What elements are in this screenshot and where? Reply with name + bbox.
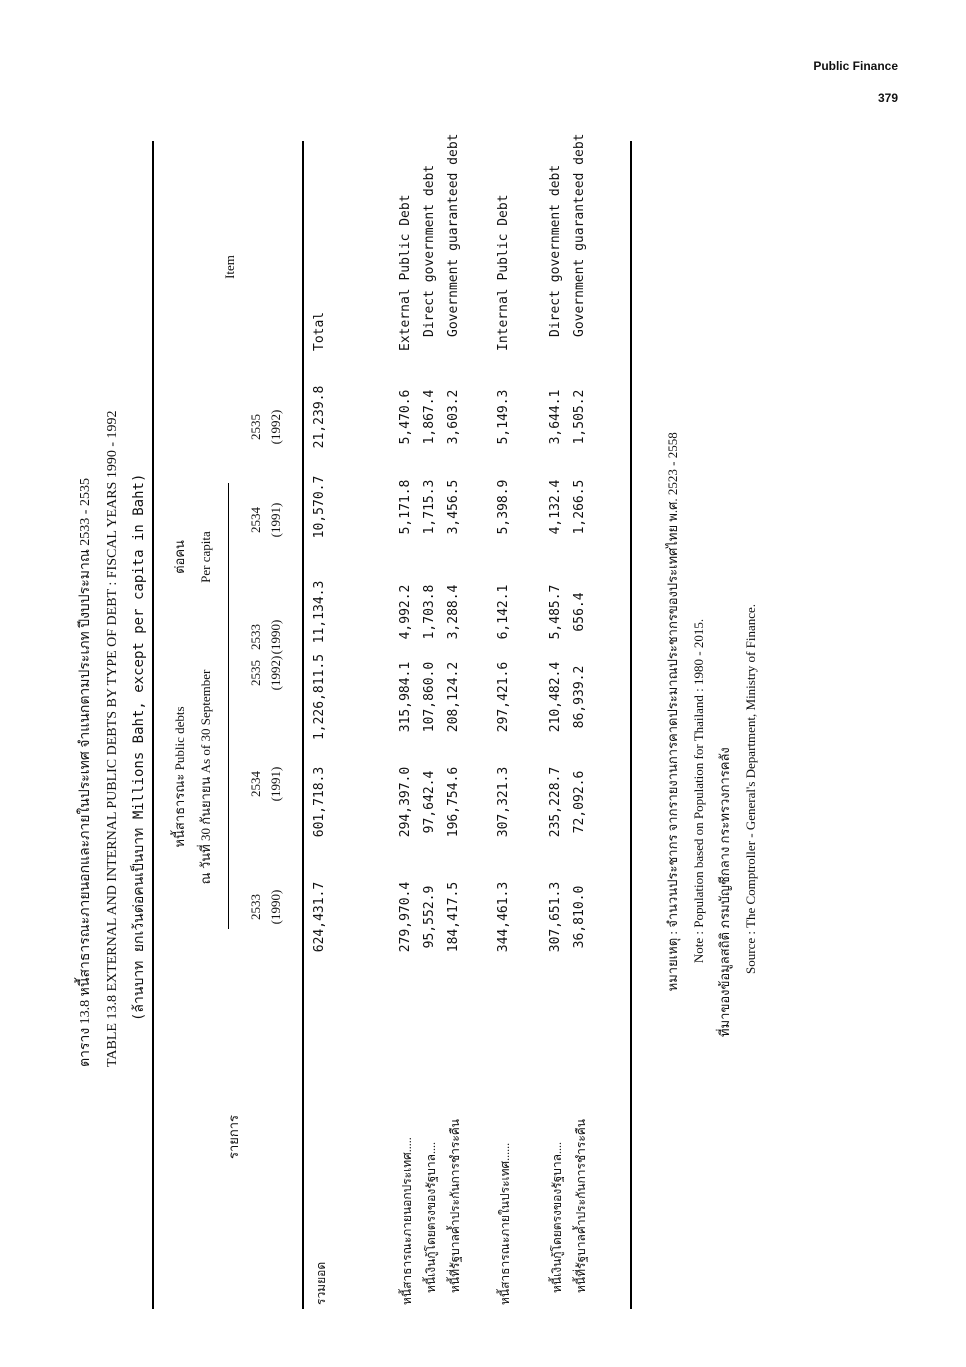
row-label-thai: หนี้เงินกู้โดยตรงของรัฐบาล.... [550, 1142, 564, 1293]
year-col-5 [246, 480, 286, 560]
bottom-rule [630, 141, 632, 1309]
cell-value: 3,644.1 [548, 389, 563, 445]
year-col-4 [246, 597, 286, 677]
per-capita-header-en: Per capita [198, 531, 213, 583]
year-ad: (1991) [268, 502, 283, 538]
cell-value: 10,570.7 [312, 475, 327, 539]
note-label: Note : [691, 931, 706, 964]
cell-value: 307,321.3 [496, 766, 511, 838]
cell-value: 5,171.8 [398, 479, 413, 535]
cell-value: 6,142.1 [496, 584, 511, 640]
note-label: Source : [743, 931, 758, 974]
note-line [738, 432, 764, 1037]
cell-value: 1,226,811.5 [312, 653, 327, 741]
cell-value: 86,939.2 [572, 665, 587, 729]
item-header-en: Item [222, 255, 237, 279]
title-english: TABLE 13.8 EXTERNAL AND INTERNAL PUBLIC DEBTS BY TYPE OF DEBT : FISCAL YEARS 1990 - 1992 [105, 410, 120, 1067]
note-text: กรมบัญชีกลาง กระทรวงการคลัง [717, 747, 732, 928]
cell-value: 36,810.0 [572, 885, 587, 949]
cell-value: 344,461.3 [496, 881, 511, 953]
year-ad: (1992) [268, 409, 283, 445]
notes-block [660, 432, 764, 1037]
cell-value: 307,651.3 [548, 881, 563, 953]
cell-value: 601,718.3 [312, 766, 327, 838]
row-label-thai: หนี้สาธารณะภายในประเทศ...... [498, 1142, 512, 1305]
year-col-6 [246, 387, 286, 467]
cell-value: 4,992.2 [398, 584, 413, 640]
note-text: จำนวนประชากร จากรายงานการคาดประมาณประชากรของประเทศไทย พ.ศ. 2523 - 2558 [665, 432, 680, 928]
public-debts-underline [228, 483, 229, 929]
cell-value: 210,482.4 [548, 661, 563, 733]
note-text: The Comptroller - General's Department, Ministry of Finance. [743, 603, 758, 928]
table-title [72, 247, 153, 1067]
cell-value: 1,715.3 [422, 479, 437, 535]
row-label-thai: หนี้สาธารณะภายนอกประเทศ..... [400, 1137, 414, 1305]
page-number: 379 [877, 91, 898, 105]
year-be: 2535 [248, 414, 263, 440]
year-ad: (1990) [268, 619, 283, 655]
row-label-thai: หนี้ที่รัฐบาลค้ำประกันการชำระคืน [448, 1119, 462, 1293]
cell-value: 1,703.8 [422, 584, 437, 640]
running-head-title: Public Finance [813, 59, 898, 73]
year-ad: (1990) [268, 889, 283, 925]
row-label-thai: รวมยอด [314, 1261, 328, 1305]
cell-value: 208,124.2 [446, 661, 461, 733]
cell-value: 297,421.6 [496, 661, 511, 733]
cell-value: 95,552.9 [422, 885, 437, 949]
cell-value: 1,505.2 [572, 389, 587, 445]
cell-value: 4,132.4 [548, 479, 563, 535]
cell-value: 3,603.2 [446, 389, 461, 445]
cell-value: 72,092.6 [572, 770, 587, 834]
year-be: 2534 [248, 771, 263, 797]
year-be: 2535 [248, 660, 263, 686]
year-col-2 [246, 744, 286, 824]
cell-value: 107,860.0 [422, 661, 437, 733]
cell-value: 3,288.4 [446, 584, 461, 640]
row-label-en: External Public Debt [398, 194, 413, 351]
row-label-en: Government guaranteed debt [446, 133, 461, 337]
note-label: หมายเหตุ : [665, 931, 680, 992]
note-line [686, 432, 712, 1037]
cell-value: 5,470.6 [398, 389, 413, 445]
cell-value: 1,867.4 [422, 389, 437, 445]
title-unit: (ล้านบาท ยกเว้นต่อคนเป็นบาท Millions Baht, except per capita in Baht) [131, 473, 147, 1021]
cell-value: 97,642.4 [422, 770, 437, 834]
note-text: Population based on Population for Thailand : 1980 - 2015. [691, 618, 706, 928]
cell-value: 1,266.5 [572, 479, 587, 535]
cell-value: 5,149.3 [496, 389, 511, 445]
top-rule [152, 141, 154, 1309]
row-label-thai: หนี้เงินกู้โดยตรงของรัฐบาล.... [424, 1142, 438, 1293]
cell-value: 315,984.1 [398, 661, 413, 733]
cell-value: 3,456.5 [446, 479, 461, 535]
header-rule [302, 141, 304, 1309]
cell-value: 624,431.7 [312, 881, 327, 953]
row-label-thai: หนี้ที่รัฐบาลค้ำประกันการชำระคืน [574, 1119, 588, 1293]
cell-value: 294,397.0 [398, 766, 413, 838]
cell-value: 656.4 [572, 592, 587, 632]
note-line [660, 432, 686, 1037]
row-label-en: Government guaranteed debt [572, 133, 587, 337]
as-of-header: ณ วันที่ 30 กันยายน As of 30 September [198, 669, 213, 885]
year-be: 2534 [248, 507, 263, 533]
note-line [712, 432, 738, 1037]
cell-value: 279,970.4 [398, 881, 413, 953]
row-label-en: Internal Public Debt [496, 194, 511, 351]
row-label-en: Direct government debt [548, 164, 563, 337]
row-label-en: Direct government debt [422, 164, 437, 337]
cell-value: 184,417.5 [446, 881, 461, 953]
year-ad: (1992) [268, 655, 283, 691]
cell-value: 235,228.7 [548, 766, 563, 838]
year-col-1 [246, 867, 286, 947]
year-be: 2533 [248, 894, 263, 920]
cell-value: 21,239.8 [312, 385, 327, 449]
cell-value: 11,134.3 [312, 580, 327, 644]
year-ad: (1991) [268, 766, 283, 802]
cell-value: 5,398.9 [496, 479, 511, 535]
note-label: ที่มาของข้อมูลสถิติ : [717, 925, 732, 1037]
per-capita-header-thai: ต่อคน [172, 540, 187, 574]
cell-value: 5,485.7 [548, 584, 563, 640]
year-be: 2533 [248, 624, 263, 650]
row-label-en: Total [312, 311, 327, 351]
title-thai: ตาราง 13.8 หนี้สาธารณะภายนอกและภายในประเทศ จำแนกตามประเภท ปีงบประมาณ 2533 - 2535 [78, 478, 93, 1067]
item-header-thai: รายการ [226, 1114, 241, 1160]
cell-value: 196,754.6 [446, 766, 461, 838]
public-debts-header: หนี้สาธารณะ Public debts [172, 706, 187, 848]
